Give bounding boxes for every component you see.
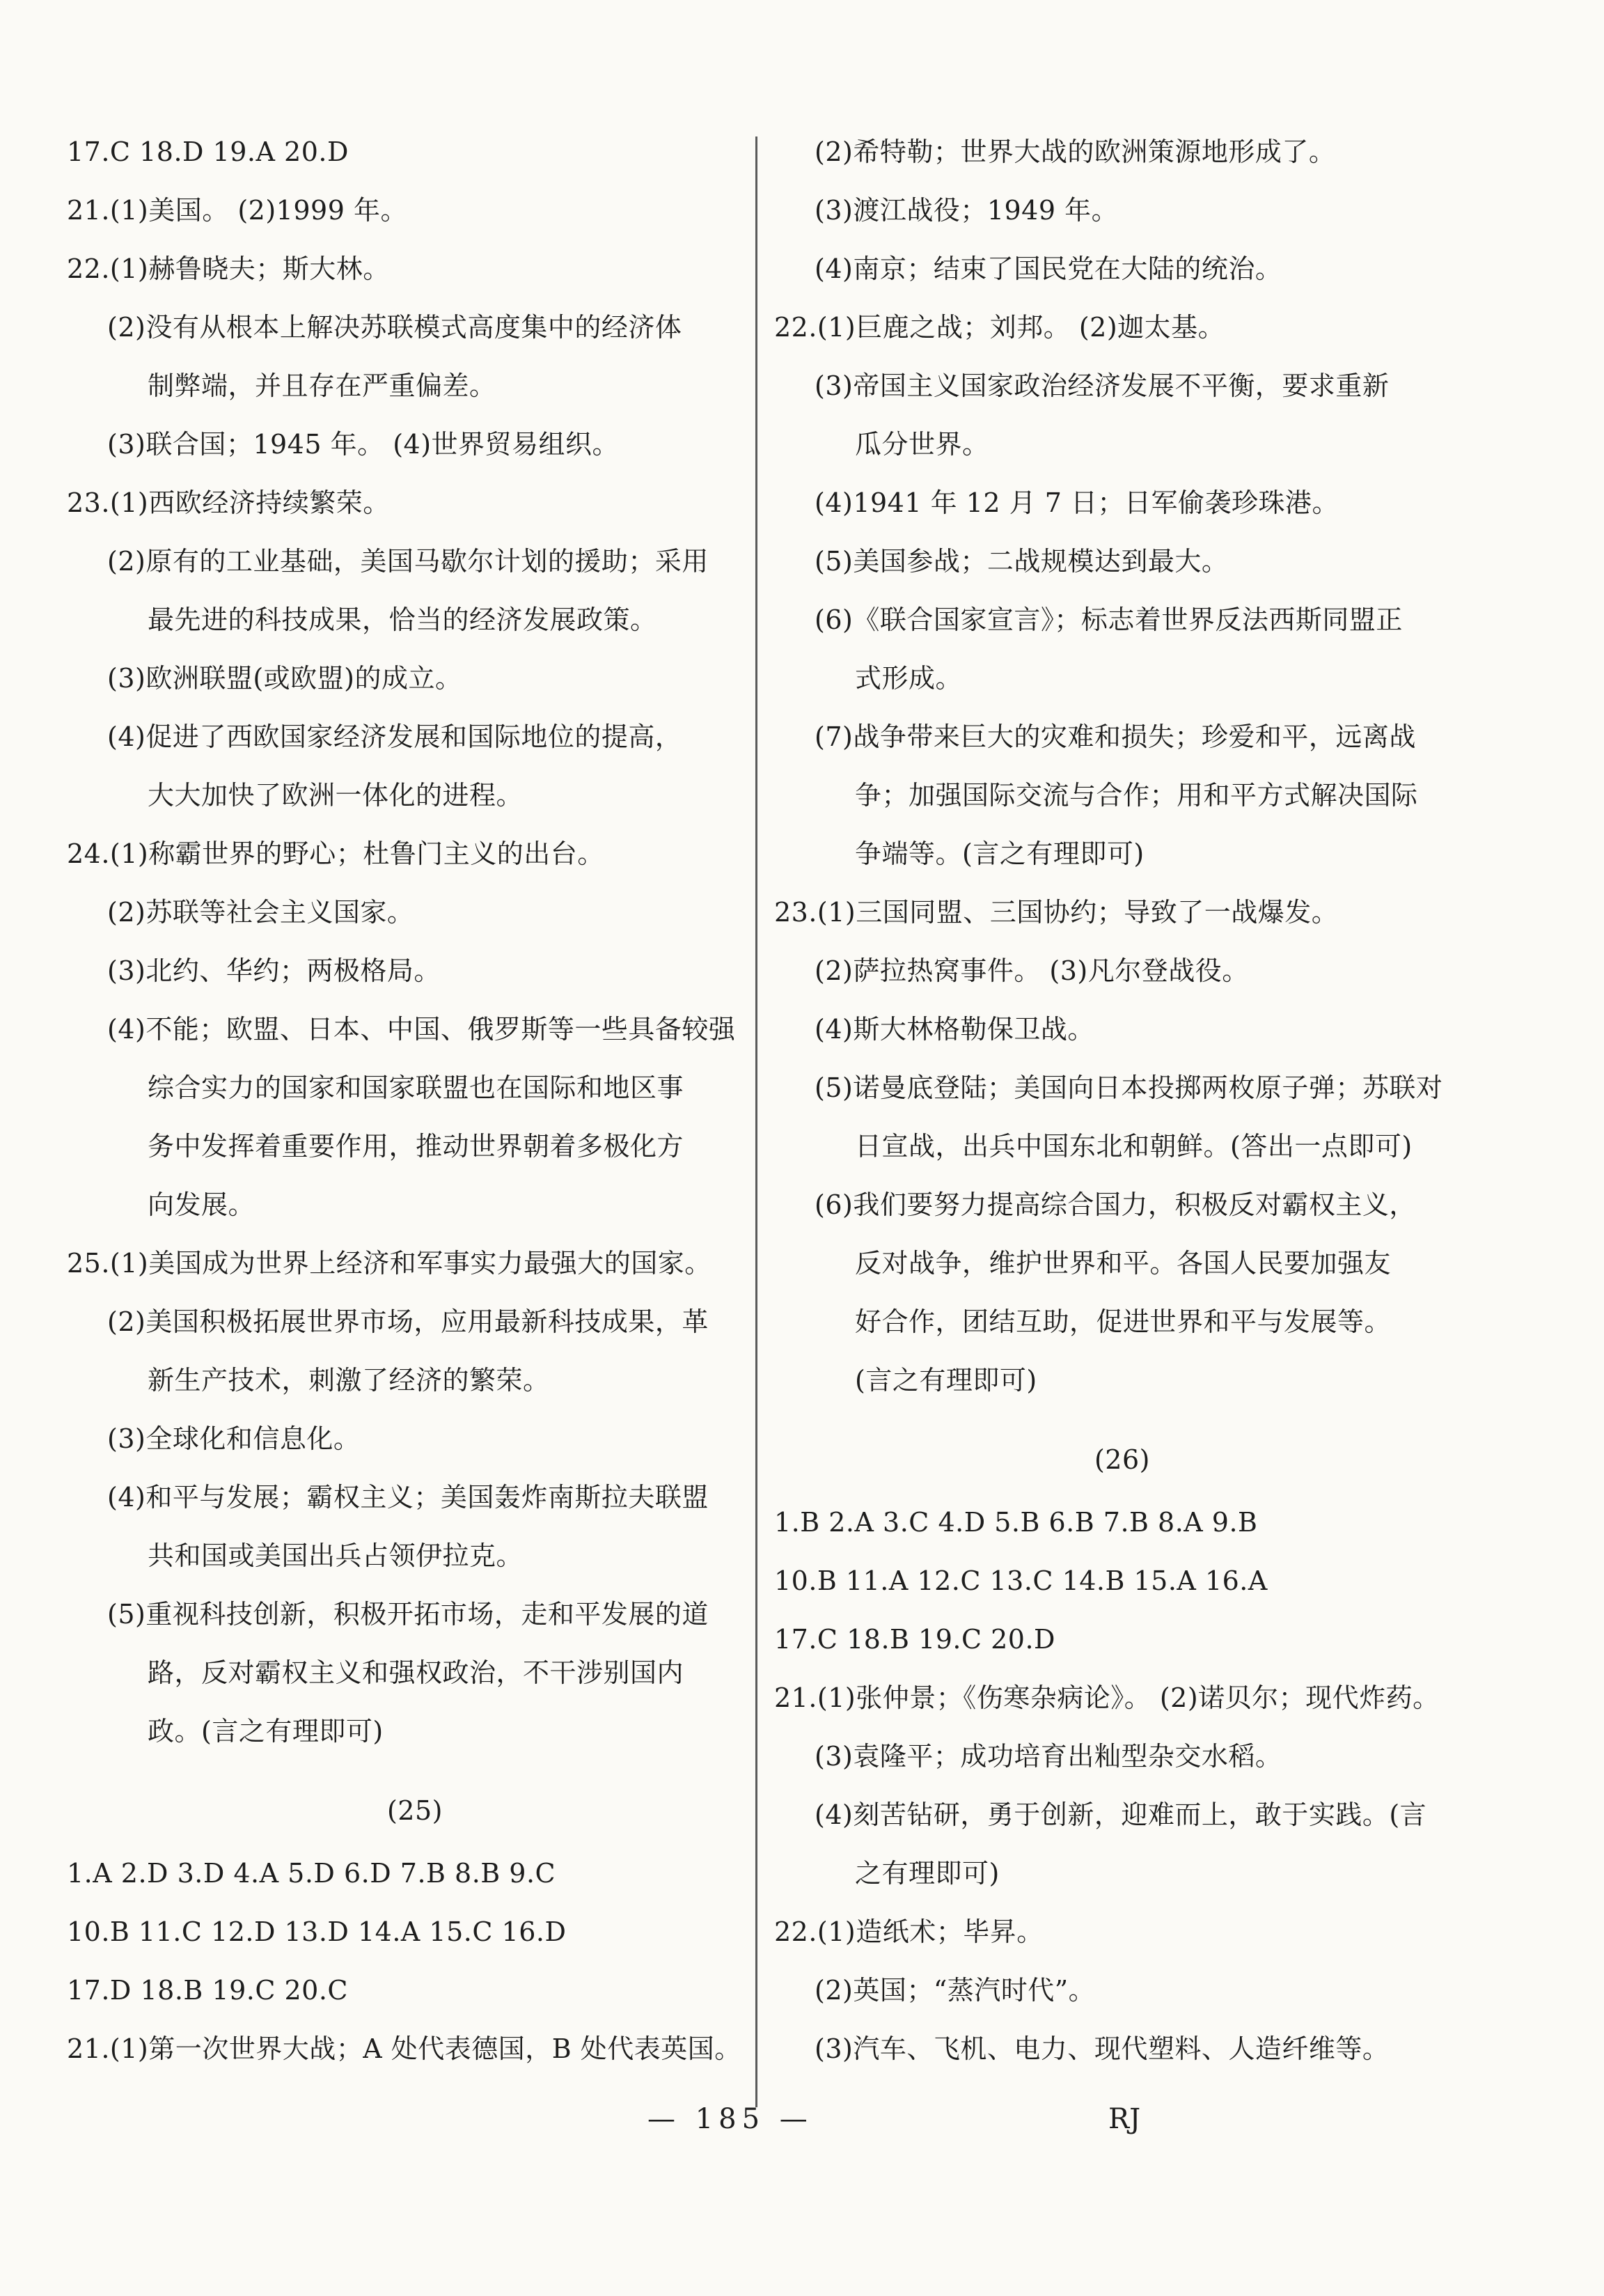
answer-line: (3)北约、华约；两极格局。: [107, 955, 441, 986]
answer-line: 反对战争，维护世界和平。各国人民要加强友: [855, 1248, 1392, 1279]
answer-line: 21.(1)美国。 (2)1999 年。: [67, 195, 407, 226]
answer-line: (2)没有从根本上解决苏联模式高度集中的经济体: [107, 312, 682, 343]
answer-line: 争端等。(言之有理即可): [855, 838, 1145, 869]
section-title: (25): [386, 1795, 443, 1826]
answer-line: 大大加快了欧洲一体化的进程。: [148, 780, 524, 811]
answer-line: (2)苏联等社会主义国家。: [107, 897, 414, 928]
answer-line: 争；加强国际交流与合作；用和平方式解决国际: [855, 780, 1418, 811]
answer-line: 新生产技术，刺激了经济的繁荣。: [148, 1365, 550, 1396]
answer-line: (5)美国参战；二战规模达到最大。: [815, 546, 1229, 577]
answer-line: 1.B 2.A 3.C 4.D 5.B 6.B 7.B 8.A 9.B: [774, 1507, 1258, 1538]
answer-line: 24.(1)称霸世界的野心；杜鲁门主义的出台。: [67, 838, 604, 869]
answer-line: 最先进的科技成果，恰当的经济发展政策。: [148, 604, 657, 635]
answer-line: 17.C 18.D 19.A 20.D: [67, 136, 349, 167]
edition-mark: RJ: [1108, 2103, 1141, 2135]
answer-line: 向发展。: [148, 1189, 255, 1220]
answer-line: 综合实力的国家和国家联盟也在国际和地区事: [148, 1072, 684, 1103]
answer-line: (3)欧洲联盟(或欧盟)的成立。: [107, 663, 462, 694]
answer-line: (4)和平与发展；霸权主义；美国轰炸南斯拉夫联盟: [107, 1482, 709, 1513]
answer-line: 好合作，团结互助，促进世界和平与发展等。: [855, 1306, 1392, 1337]
left-column: [67, 123, 763, 2078]
answer-line: 式形成。: [855, 663, 963, 694]
answer-line: 日宣战，出兵中国东北和朝鲜。(答出一点即可): [855, 1131, 1413, 1162]
answer-line: (言之有理即可): [855, 1365, 1037, 1396]
answer-line: 23.(1)西欧经济持续繁荣。: [67, 487, 390, 518]
answer-line: (2)美国积极拓展世界市场，应用最新科技成果，革: [107, 1306, 709, 1337]
answer-line: (3)帝国主义国家政治经济发展不平衡，要求重新: [815, 370, 1390, 401]
column-divider: [755, 136, 757, 2107]
answer-line: (2)萨拉热窝事件。 (3)凡尔登战役。: [815, 955, 1249, 986]
answer-line: (3)汽车、飞机、电力、现代塑料、人造纤维等。: [815, 2033, 1390, 2064]
answer-line: (3)渡江战役；1949 年。: [815, 195, 1119, 226]
answer-line: 共和国或美国出兵占领伊拉克。: [148, 1540, 524, 1571]
answer-line: (3)联合国；1945 年。 (4)世界贸易组织。: [107, 429, 620, 460]
answer-line: 23.(1)三国同盟、三国协约；导致了一战爆发。: [774, 897, 1339, 928]
answer-line: (4)斯大林格勒保卫战。: [815, 1014, 1094, 1045]
answer-line: 路，反对霸权主义和强权政治，不干涉别国内: [148, 1657, 684, 1688]
answer-line: (4)1941 年 12 月 7 日；日军偷袭珍珠港。: [815, 487, 1339, 518]
answer-line: (2)原有的工业基础，美国马歇尔计划的援助；采用: [107, 546, 709, 577]
answer-line: 制弊端，并且存在严重偏差。: [148, 370, 496, 401]
answer-line: 25.(1)美国成为世界上经济和军事实力最强大的国家。: [67, 1248, 711, 1279]
answer-line: (7)战争带来巨大的灾难和损失；珍爱和平，远离战: [815, 721, 1416, 752]
answer-line: 10.B 11.A 12.C 13.C 14.B 15.A 16.A: [774, 1565, 1268, 1596]
answer-line: (4)刻苦钻研，勇于创新，迎难而上，敢于实践。(言: [815, 1799, 1427, 1830]
answer-line: 21.(1)张仲景；《伤寒杂病论》。 (2)诺贝尔；现代炸药。: [774, 1682, 1440, 1713]
page-number: — 185 —: [647, 2103, 813, 2135]
answer-line: (2)希特勒；世界大战的欧洲策源地形成了。: [815, 136, 1336, 167]
answer-line: 1.A 2.D 3.D 4.A 5.D 6.D 7.B 8.B 9.C: [67, 1858, 556, 1889]
answer-line: (6)我们要努力提高综合国力，积极反对霸权主义，: [815, 1189, 1416, 1220]
answer-line: 瓜分世界。: [855, 429, 989, 460]
answer-line: (3)全球化和信息化。: [107, 1423, 361, 1454]
right-column: [774, 123, 1470, 2078]
answer-line: (6)《联合国家宣言》；标志着世界反法西斯同盟正: [815, 604, 1403, 635]
answer-line: 之有理即可): [855, 1858, 1000, 1889]
answer-line: (4)不能；欧盟、日本、中国、俄罗斯等一些具备较强: [107, 1014, 736, 1045]
answer-line: (5)重视科技创新，积极开拓市场，走和平发展的道: [107, 1599, 709, 1630]
answer-line: 22.(1)赫鲁晓夫；斯大林。: [67, 253, 390, 284]
answer-line: 22.(1)巨鹿之战；刘邦。 (2)迦太基。: [774, 312, 1225, 343]
answer-line: (3)袁隆平；成功培育出籼型杂交水稻。: [815, 1741, 1282, 1772]
answer-line: (4)南京；结束了国民党在大陆的统治。: [815, 253, 1282, 284]
answer-line: 22.(1)造纸术；毕昇。: [774, 1916, 1044, 1947]
answer-line: (4)促进了西欧国家经济发展和国际地位的提高，: [107, 721, 682, 752]
answer-line: 17.C 18.B 19.C 20.D: [774, 1624, 1056, 1655]
answer-line: 10.B 11.C 12.D 13.D 14.A 15.C 16.D: [67, 1916, 567, 1947]
answer-line: (2)英国；“蒸汽时代”。: [815, 1975, 1096, 2006]
answer-line: 务中发挥着重要作用，推动世界朝着多极化方: [148, 1131, 684, 1162]
answer-line: 21.(1)第一次世界大战；A 处代表德国，B 处代表英国。: [67, 2033, 741, 2064]
section-title: (26): [1094, 1444, 1150, 1475]
answer-line: 政。(言之有理即可): [148, 1716, 384, 1747]
answer-line: (5)诺曼底登陆；美国向日本投掷两枚原子弹；苏联对: [815, 1072, 1443, 1103]
answer-line: 17.D 18.B 19.C 20.C: [67, 1975, 349, 2006]
